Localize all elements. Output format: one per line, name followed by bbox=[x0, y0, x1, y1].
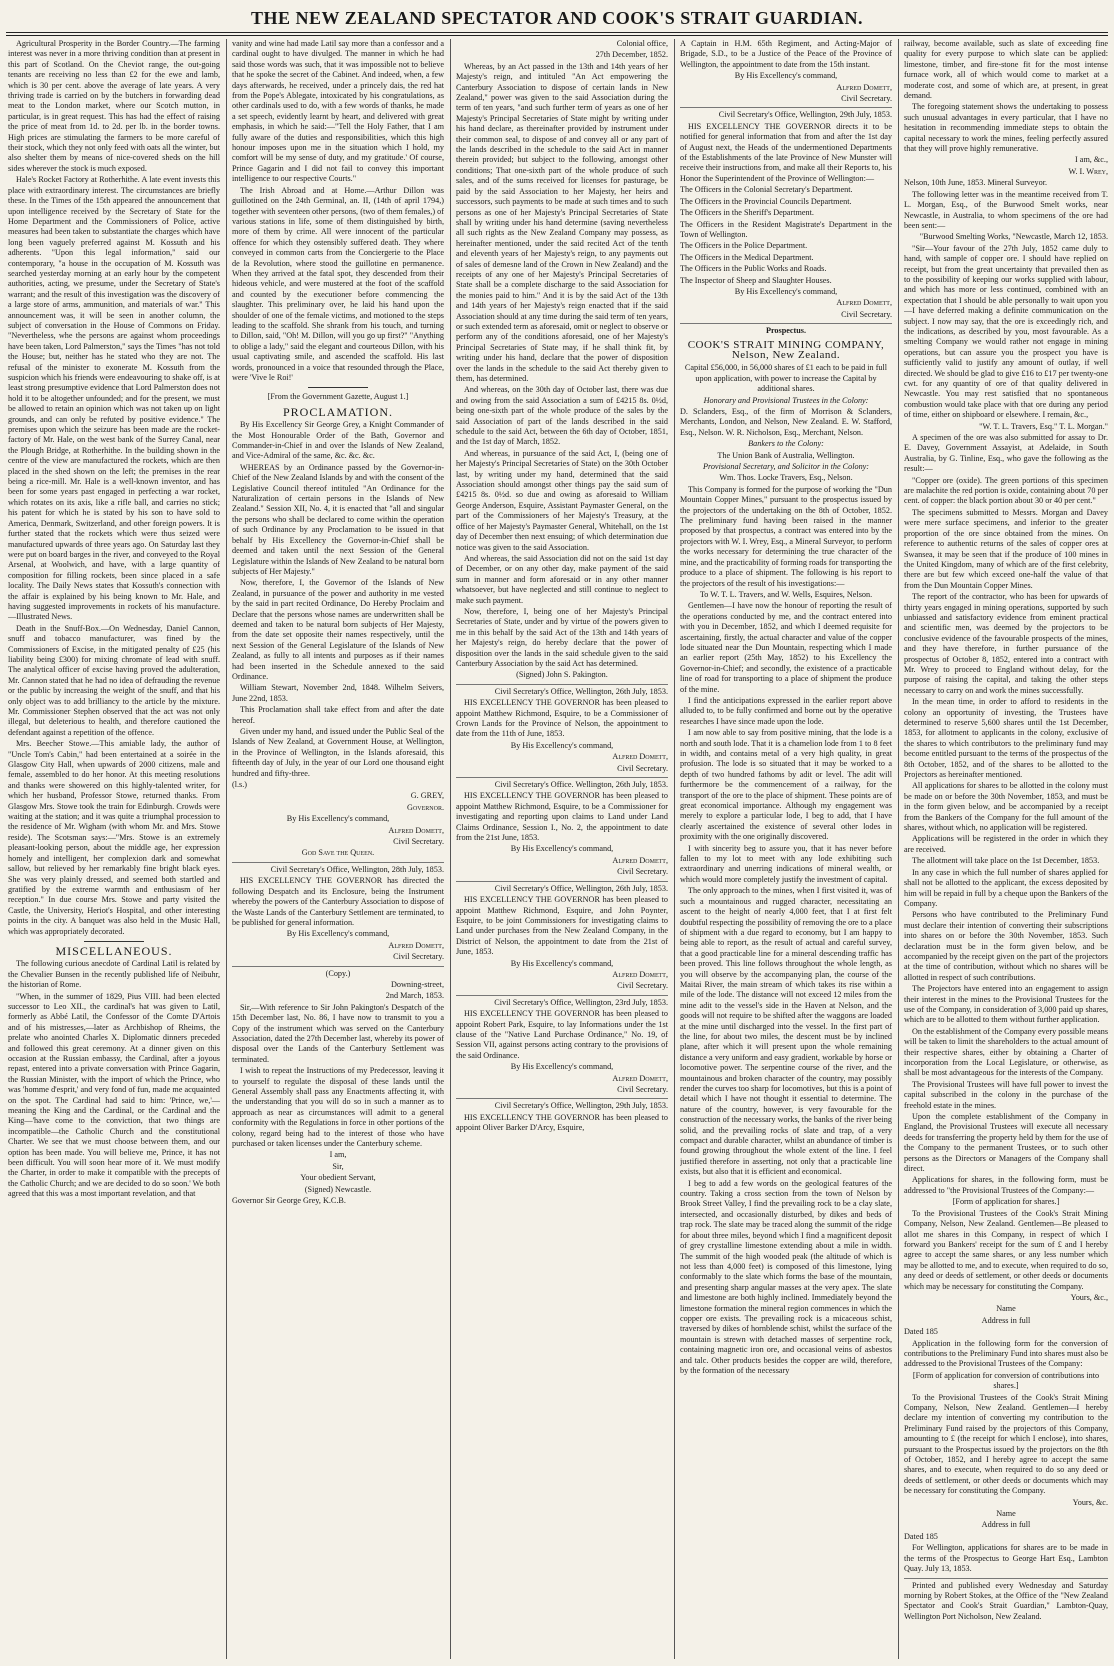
notice-body: HIS EXCELLENCY THE GOVERNOR has directed the following Despatch and its Enclosure, being the Instrument whereby the powers of the Canterbury Association to dispose of the Waste Lands of the Canterbury Settlement are terminated, to be published for general information. bbox=[232, 876, 444, 927]
department-item: The Officers in the Police Department. bbox=[680, 241, 808, 251]
morgan-intro: The following letter was in the meantime received from T. L. Morgan, Esq., of the Burwood Smelt works, near Newcastle, in Australia, to whom specimens of the ore had been sent:— bbox=[904, 189, 1108, 230]
form-dated: Dated 185 bbox=[904, 1531, 938, 1541]
despatch-copy bbox=[232, 966, 444, 1207]
department-item: The Officers in the Colonial Secretary's Department. bbox=[680, 185, 853, 195]
secretary: Wm. Thos. Locke Travers, Esq., Nelson. bbox=[719, 473, 853, 483]
department-item: The Officers in the Sheriff's Department. bbox=[680, 208, 814, 218]
bankers: The Union Bank of Australia, Wellington. bbox=[717, 450, 855, 460]
department-item: The Officers in the Resident Magistrate's Department in the Town of Wellington. bbox=[680, 219, 892, 239]
article-agricultural-prosperity: Agricultural Prosperity in the Border Country.—The farming interest was never in a more thriving condition than at present in this part of Scotland. On the Cheviot range, the out-going tenants are receiving no less than £2 for the ewe and lamb, which is 30 per cent. above the average of late years. A very thriving trade is carried on by the butchers in forwarding dead meat to the London market, where our Scotch mutton, in particular, is in great request. This has had the effect of raising the price of meat from 1d. to 2d. per lb. in the border towns. High prices are stimulating the farmers to be more careful of their stock, which they not only feed with oats all the winter, but also shelter them by means of nice-covered sheds on the hill sides wherever the stock is much exposed. bbox=[8, 39, 220, 173]
notice-office: Civil Secretary's Office. Wellington, 26th July, 1853. bbox=[494, 780, 668, 790]
civil-secretary-title: Civil Secretary. bbox=[617, 867, 668, 877]
gazette-source: [From the Government Gazette, August 1.] bbox=[267, 392, 409, 402]
notice-darcy bbox=[456, 1098, 668, 1133]
article-cardinal-latil-continued: vanity and wine had made Latil say more than a confessor and a cardinal ought to have divulged. The manner in which he had said those words was such, that it was impossible not to believe that he spoke the secret of the Cabinet. And indeed, when, a few days afterwards, he received, under a princely dais, the red hat from the Pope's Ablegate, intoxicated by his congratulations, as other cardinals used to do, with a few words of thanks, he made a set speech, evidently learnt by heart, and delivered with great emphasis, in which he said:—"Tell the Holy Father, that I am fully aware of the duties and responsibilities, which this high honour imposes upon me in the situation which I hold, my comfort will be my sense of duty, and my gratitude.' Of course, Prince Gagarin and I did not fail to convey this important intelligence to our respective Courts." bbox=[232, 39, 444, 184]
company-name: COOK'S STRAIT MINING COMPANY, Nelson, New Zealand. bbox=[687, 338, 885, 361]
morgan-signature: "W. T. L. Travers, Esq." T. L. Morgan." bbox=[979, 421, 1108, 431]
prospectus-para: Applications will be registered in the order in which they are received. bbox=[904, 834, 1108, 854]
despatch-body-1: Sir,—With reference to Sir John Pakington's Despatch of the 15th December last, No. 86, I have now to transmit to you a Copy of the instrument which was served on the Canterbury Association, dated the 27th December last, whereby its power of disposal over the Lands of the Canterbury Settlement was terminated. bbox=[232, 1002, 444, 1064]
proclamation-whereas: WHEREAS by an Ordinance passed by the Governor-in-Chief of the New Zealand Islands by and with the consent of the Legislative Council thereof intituled "An Ordinance for the Naturalization of certain persons in the Islands of New Zealand." Session XII, No. 4, it is enacted that "all and singular the persons who shall be declared to come within the operation of such Ordinance by any Proclamation to be issued in that behalf by His Excellency the Governor-in-Chief shall be deemed and taken until the next Session of the General Legislature within the Islands of New Zealand to be natural born subjects of Her Majesty." bbox=[232, 462, 444, 576]
column-divider bbox=[674, 39, 675, 1659]
notice-office: Civil Secretary's Office, Wellington, 28th July, 1853. bbox=[270, 864, 444, 874]
separator bbox=[84, 941, 144, 942]
department-item: The Inspector of Sheep and Slaughter Houses. bbox=[680, 275, 832, 285]
department-item: The Officers in the Provincial Councils Department. bbox=[680, 196, 852, 206]
notice-body: HIS EXCELLENCY THE GOVERNOR has been pleased to appoint Matthew Richmond, Esquire, to be a Commissioner for investigating and reporting upon claims to Land under Land Claims Ordinance, Session I., No. 2, the appointment to date from the 21st June, 1853. bbox=[456, 791, 668, 843]
civil-secretary-name: Alfred Domett, bbox=[388, 825, 444, 835]
notice-body: HIS EXCELLENCY THE GOVERNOR has been pleased to appoint Matthew Richmond, Esquire, to be a Commissioner of Crown Lands for the Province of Nelson, the appointment to date from the 11th of June, 1853. bbox=[456, 698, 668, 739]
god-save-the-queen: God Save the Queen. bbox=[301, 848, 375, 858]
command-line: By His Excellency's command, bbox=[734, 71, 838, 81]
miscellaneous-heading: MISCELLANEOUS. bbox=[55, 943, 173, 958]
notice-office: Civil Secretary's Office, Wellington, 26th July, 1853. bbox=[494, 686, 668, 696]
form-address: Address in full bbox=[981, 1520, 1031, 1530]
notice-office: Civil Secretary's Office, Wellington, 26th July, 1853. bbox=[494, 883, 668, 893]
form-name: Name bbox=[996, 1304, 1016, 1314]
column-divider bbox=[898, 39, 899, 1659]
command-line: By His Excellency's command, bbox=[510, 844, 614, 854]
prospectus-para: The report of the contractor, who has been for upwards of thirty years engaged in mining operations, supported by such unbiassed and satisfactory evidence from eminent practical and scientific men, was deemed by the projectors to be conclusive evidence of the favourable prospects of the mines, and they have therefore, in further pursuance of the prospectus of October 8, 1852, entered into a contract with Mr. Wrey to proceed to England without delay, for the purpose of raising the capital, and taking the other steps necessary to carry on and work the mines successfully. bbox=[904, 592, 1108, 695]
prospectus-para: The specimens submitted to Messrs. Morgan and Davey were mere surface specimens, and inferior to the greater proportion of the ore since obtained from the mines. On reference to authentic returns of the sales of copper ores at Swansea, it may be seen that if the produce of 100 mines in the United Kingdom, many of which are of the first celebrity, there are but few which exceed one-half the value of that from the Dun Mountain Copper Mines. bbox=[904, 507, 1108, 590]
form-heading: [Form of application for shares.] bbox=[952, 1197, 1060, 1207]
report-para-1: Gentlemen—I have now the honour of reporting the result of the operations conducted by me, and the contract entered into with you in December, 1852, and which I deemed requisite for ascertaining, firstly, the actual character and value of the copper lode situated near the Dun Mountain, respecting which I made an earlier report (25th May, 1852) to his Excellency the Governor-in-Chief; and secondly, the existence of a practicable line of road for transporting to a place of shipment the produce of the mine. bbox=[680, 601, 892, 694]
civil-secretary-title: Civil Secretary. bbox=[617, 1085, 668, 1094]
form-dated: Dated 185 bbox=[904, 1327, 938, 1337]
prospectus-para: Upon the complete establishment of the Company in England, the Provisional Trustees will execute all necessary deeds for transferring the property held by them for the use of the Company to the permanent Trustees, or to such other persons as the Directors or Managers of the Company shall direct. bbox=[904, 1112, 1108, 1174]
report-para-4: I with sincerity beg to assure you, that it has never before fallen to my lot to meet with any lode exhibiting such extraordinary and unerring indications of mineral wealth, or which would more completely justify the investment of capital. bbox=[680, 843, 892, 884]
article-irish-abroad: The Irish Abroad and at Home.—Arthur Dillon was guillotined on the 24th Germinal, an. II, (14th of april 1794,) together with seventeen other persons, (two of them females,) of various stations in life, some of them distinguished by birth, more of them by crime. All were innocent of the particular offence for which they ostensibly suffered death. They where conveyed in common carts from the Conciergerie to the Place de la Revolution, where stood the guillotine en permanence. When they arrived at the fatal spot, they descended from their hideous vehicle, and were mustered at the foot of the scaffold and counted by the executioner before commencing the slaughter. This preliminary over, he laid his hand upon the shoulder of one of the female victims, and motioned to the steps leading to the scaffold. She shrank from his touch, and turning to Dillon, said, "Oh! M. Dillon, will you go up first?" "Anything to oblige a lady," said the elegant and courteous Dillon, with his usual captivating smile, and ascended the scaffold. His last words, pronounced in a voice that resounded through the Place, were 'Vive le Roi!' bbox=[232, 185, 444, 382]
despatch-close: Your obedient Servant, bbox=[300, 1173, 376, 1183]
command-line: By His Excellency's command, bbox=[286, 929, 390, 939]
public-seal: (l.s.) bbox=[232, 780, 248, 790]
governor-title: Governor. bbox=[407, 802, 444, 812]
column-4 bbox=[680, 39, 892, 1659]
copy-label: (Copy.) bbox=[325, 968, 351, 978]
report-para-6: I beg to add a few words on the geological features of the country. Taking a cross section from the town of Nelson by Brook Street Valley, I find the prevailing rock to be a clay slate, intersected, and occasionally disturbed, by dikes and beds of trap rock. The slate may be traced along the summit of the ridge for about three miles, beyond which I find a magnificent deposit of grey crystalline limestone extending about a mile in width. The summit of the high wooded peak (the altitude of which is not less than 4,000 feet) is composed of this limestone, lying conformably to the slate which forms the base of the mountain, and presenting sharp angular masses at the very apex. The slate and limestone are both highly inclined. Immediately beyond the limestone formation the mineral region commences in which the copper ore exists. The prevailing rock is a micaceous schist, traversed by dikes of hornblende schist, whilst the surface of the mountain is strewn with detached masses of serpentine rock, containing magnetic iron ore, and occasional veins of asbestos and talc. Other products besides the copper are wild, therefore, by the formation of the necessary bbox=[680, 1178, 892, 1375]
column-3 bbox=[456, 39, 668, 1659]
civil-secretary-name: Alfred Domett, bbox=[612, 855, 668, 865]
notice-richmond-crown-lands bbox=[456, 684, 668, 774]
command-line: By His Excellency's command, bbox=[510, 958, 614, 968]
separator bbox=[308, 387, 368, 388]
morgan-letter-head: "Burwood Smelting Works, "Newcastle, March 12, 1853. bbox=[919, 232, 1108, 242]
instrument-para-2: And whereas, on the 30th day of October last, there was due and owing from the said Association a sum of £4215 8s. 0½d, being one-sixth part of the whole produce of the sales by the said Association of part of the lands described in the said schedule to the said Act, between the 6th day of October, 1851, and the 1st day of March, 1852. bbox=[456, 385, 668, 447]
notice-office: Civil Secretary's Office, Wellington, 29th July, 1853. bbox=[718, 110, 892, 120]
civil-secretary-title: Civil Secretary. bbox=[617, 763, 668, 773]
report-para-2: I find the anticipations expressed in the earlier report above alluded to, to be fully confirmed and borne out by the operative researches I have since made upon the lode. bbox=[680, 695, 892, 726]
morgan-letter: "Sir—Your favour of the 27th July, 1852 came duly to hand, with sample of copper ore. I should have replied on receipt, but from the great uncertainty that prevailed then as to the possibility of keeping our works supplied with labour, and which has more or less continued, combined with an expectation that I should be able personally to wait upon you—I have deferred making a definite communication on the subject. I now may say, that the ore is exceedingly rich, and the indications, as described by you, most favourable. As a smelting Company we would rather not engage in mining operations, but can assure you the prospect you have is sufficiently valid to justify any amount of outlay, if well directed. We should be glad to give £16 to £17 per twenty-one cwt. for any quantity of ore of that quality delivered in Newcastle. You may rest satisfied that no spontaneous combustion would take place with that ore during any period of time, either on shipboard or elsewhere. I remain, &c., bbox=[904, 243, 1108, 420]
imprint bbox=[904, 1578, 1108, 1623]
civil-secretary-name: Alfred Domett, bbox=[612, 1073, 668, 1083]
prospectus-para: The allotment will take place on the 1st December, 1853. bbox=[912, 856, 1100, 866]
civil-secretary-title: Civil Secretary. bbox=[393, 952, 444, 962]
despatch-close: I am, bbox=[329, 1150, 347, 1160]
notice-departments bbox=[680, 107, 892, 320]
form-yours: Yours, &c. bbox=[1072, 1497, 1108, 1507]
notice-body: HIS EXCELLENCY THE GOVERNOR has been pleased to appoint Robert Park, Esquire, to lay Informations under the 1st clause of the "Native Land Purchase Ordinance," No. 19, of Session VII, against persons acting contrary to the provisions of the said Ordinance. bbox=[456, 1009, 668, 1060]
prospectus-para: The Projectors have entered into an engagement to assign their interest in the mines to the Provisional Trustees for the use of the Company, in consideration of 3,000 paid up shares, which are to be allotted to them without further application. bbox=[904, 984, 1108, 1025]
notice-joint-commissioners bbox=[456, 881, 668, 992]
despatch-body-2: I wish to repeat the Instructions of my Predecessor, leaving it to yourself to regulate the disposal of these lands until the General Assembly shall pass any Enactments affecting it, with the understanding that you will do so in such a manner as to approach as near as circumstances will admit to a general conformity with the Regulations in force in other portions of the colony, regard being had to the interest of those who have purchased or taken licenses under the Canterbury scheme. bbox=[232, 1066, 444, 1149]
imprint-text: Printed and published every Wednesday and Saturday morning by Robert Stokes, at the Office of the "New Zealand Spectator and Cook's Strait Guardian," Lambton-Quay, Wellington Port Nicholson, New Zealand. bbox=[904, 1580, 1108, 1621]
department-item: The Officers in the Public Works and Roads. bbox=[680, 264, 827, 274]
despatch-addressee: Governor Sir George Grey, K.C.B. bbox=[232, 1196, 346, 1206]
article-hales-rocket-factory: Hale's Rocket Factory at Rotherhithe. A late event invests this place with extraordinary interest. The circumstances are briefly these. In the Times of the 15th appeared the announcement that upon intelligence received by the Secretary of State for the Home Department and the Commissioners of Police, active measures had been taken to substantiate the charges which have long been vaguely preferred against M. Kossuth and his adherents. "Upon this legal information," said our contemporary, "a house in the occupation of M. Kossuth was searched yesterday morning at an early hour by the competent authorities, acting, we presume, under the Secretary of State's warrant; and the result of this investigation was the discovery of a large store of arms, ammunition, and materials of war." This announcement was, it will be seen in another column, the subject of conversation in the House of Commons on Friday. "Nevertheless, whe the persons are against whom proceedings have been taken, Lord Palmerston," says the Times "has not told the House; but, neither has he stated who they are not. The refusal of the minister to exonerate M. Kossuth from the suspicion which his friends were endeavouring to shake off, is at least strong presumptive evidence that Lord Palmerston does not hold it to be altogether unfounded; and for the present, we must be allowed to retain an opinion which was not taken up on light grounds, and can only be refuted by positive evidence." The premises upon which the seizure has been made are the rocket-factory of Mr. Hale, on the west bank of the Surrey Canal, near the Plough Bridge, at Rotherhithe. In the building shown in the centre of the view are manufactured the rockets, which are then placed in the shed shown on the left; the premises in the rear being a rice-mill. Mr. Hale is a well-known inventor, and has been for some years past engaged in perfecting a war rocket, which rotates on its axis, like a rifle ball, and carries no stick; his patent for which he is stated by his son to have sold to America, Denmark, Switzerland, and other foreign powers. It is further stated that the rockets which were thus seized were manufactured upwards of three years ago. On Saturday last they were put on board barges in the river, and conveyed to the Royal Arsenal, at Woolwich, and have, with a large quantity of composition for filling rockets, been since placed in a safe locality. The Daily News states that Kossuth's connection with the affair is explained by his being known to Mr. Hale, and having suggested improvements in rockets of his manufacture.—Illustrated News. bbox=[8, 175, 220, 622]
proclamation-intro: By His Excellency Sir George Grey, a Knight Commander of the Most Honourable Order of the Bath, Governor and Commander-in-Chief in and over the Islands of New Zealand, and Vice-Admiral of the same, &c. &c. &c. bbox=[232, 420, 444, 461]
civil-secretary-name: Alfred Domett, bbox=[836, 82, 892, 92]
masthead-title: THE NEW ZEALAND SPECTATOR AND COOK'S STRAIT GUARDIAN. bbox=[251, 8, 863, 28]
instrument-para-5: Now, therefore, I, being one of her Majesty's Principal Secretaries of State, under and by virtue of the powers given to me in this behalf by the said Act of the 13th and 14th years of her Majesty's reign, do hereby declare that the power of disposition over the lands in the said schedule given to the said Canterbury Association by the said Act has determined. bbox=[456, 606, 668, 668]
proclamation-effect: This Proclamation shall take effect from and after the date hereof. bbox=[232, 705, 444, 725]
civil-secretary-name: Alfred Domett, bbox=[388, 940, 444, 950]
colonial-office-date: 27th December, 1852. bbox=[595, 50, 668, 60]
notice-richmond-land-claims bbox=[456, 777, 668, 878]
prospectus-para: In the mean time, in order to afford to residents in the colony an opportunity of investing, the Trustees have determined to reserve 5,600 shares until the 1st December, 1853, for allotment to applicants in the colony, exclusive of the shares to which contributors to the preliminary fund may become entitled pursuant to the terms of the prospectus of the 8th October, 1852, and of the shares to be allotted to the Projectors as hereinafter mentioned. bbox=[904, 697, 1108, 780]
prospectus-para: Persons who have contributed to the Preliminary Fund must declare their intention of converting their subscriptions into shares on or before the 30th November, 1853. Such declaration must be in the form given below, and be accompanied by the receipt given on the part of the projectors at the time of contribution, without which no shares will be allotted in respect of such contributions. bbox=[904, 910, 1108, 982]
assay-result: "Copper ore (oxide). The green portions of this specimen are malachite the red portion is oxide, containing about 70 per cent. of copper: the black portion about 30 or 40 per cent." bbox=[904, 475, 1108, 506]
bankers-heading: Bankers to the Colony: bbox=[748, 439, 824, 449]
masthead-rule bbox=[6, 32, 1108, 33]
command-line: By His Excellency's command, bbox=[734, 286, 838, 296]
prospectus-para: The Provisional Trustees will have full power to invest the capital subscribed in the colony in the purchase of the freehold estate in the mines. bbox=[904, 1079, 1108, 1110]
column-2 bbox=[232, 39, 444, 1659]
form-heading: [Form of application for conversion of contributions into shares.] bbox=[912, 1370, 1100, 1391]
form-application: To the Provisional Trustees of the Cook's Strait Mining Company, Nelson, New Zealand. Gentlemen—Be pleased to allot me shares in this Company, in respect of which I forward you Bankers' receipt for the sum of £ and I hereby agree to accept the same shares, or any less number which may be allotted to me, and to execute, when required to do so, any deed or deeds of settlement, or other deeds or documents which may be necessary for constituting the Company. bbox=[904, 1208, 1108, 1291]
despatch-date: 2nd March, 1853. bbox=[385, 991, 444, 1001]
report-sign-date: Nelson, 10th June, 1853. Mineral Surveyor. bbox=[904, 178, 1048, 188]
column-5 bbox=[904, 39, 1108, 1659]
form-name: Name bbox=[996, 1509, 1016, 1519]
proclamation-now-therefore: Now, therefore, I, the Governor of the Islands of New Zealand, in pursuance of the power and authority in me vested by the said in part recited Ordinance, Do Hereby Proclaim and Declare that the persons whose names are underwritten shall be deemed and taken to be natural born subjects of Her Majesty, from the date set opposite their names respectively, until the next Session of the General Legislature of the Islands of New Zealand, as fully to all intents and purposes as if their names had been inserted in the Schedule annexed to the said Ordinance. bbox=[232, 578, 444, 681]
masthead-rule-double bbox=[6, 35, 1108, 36]
proclamation-heading: PROCLAMATION. bbox=[282, 404, 393, 419]
form-conversion: To the Provisional Trustees of the Cook's Strait Mining Company, Nelson, New Zealand. Gentlemen—I hereby declare my intention of converting my contribution to the Preliminary Fund raised by the projectors of this Company, amounting to £ (the receipt for which I enclose), into shares, pursuant to the Prospectus issued by the projectors on the 8th of October, 1852, and I hereby agree to accept the same shares, and to execute, when required to do so any deed or deeds of settlement, or other deeds or documents which may be necessary for constituting the Company. bbox=[904, 1392, 1108, 1496]
command-line: By His Excellency's command, bbox=[510, 1062, 614, 1072]
command-line: By His Excellency's command, bbox=[286, 814, 390, 824]
notice-office: Civil Secretary's Office, Wellington, 29th July, 1853. bbox=[494, 1101, 668, 1111]
instrument-whereas: Whereas, by an Act passed in the 13th and 14th years of her Majesty's reign, and intituled "An Act empowering the Canterbury Association to dispose of certain lands in New Zealand," power was given to the said Association during the term of ten years, "and such further term of years as one of her Majesty's Principal Secretaries of State might by writing under his hand declare, as thereinafter provided by instrument under their common seal, to dispose of and convey all or any part of the lands described in the schedule to the said Act in manner therein provided; but subject to the following, amongst other conditions; That one-sixth part of the whole produce of such sales, and of the sums received for licenses for pasturage, be paid by the said Association to her Majesty, her heirs and successors, such payments to be made at such times and to such persons as one of her Majesty's Principal Secretaries of State shall by writing under his hand determine (saving nevertheless all such rights as the New Zealand Company may possess, as hereinafter mentioned, under the said recited Act of the tenth and eleventh years of her Majesty's reign, to any payments out of sales of demesne land of the Crown in New Zealand) and the receipts of any one of her Majesty's Principal Secretaries of State shall be a complete discharge to the said Association for the monies paid to him." And it is by the said Act of the 13th and 14th years of her Majesty's reign enacted that if the said Association should at any time during the said term of ten years, or such extended term as aforesaid, omit or neglect to observe or perform any of the conditions aforesaid, one of her Majesty's Principal Secretaries of State may, if he shall think fit, by writing under his hand, declare that the power of disposition over the lands in the schedule to the said Act thereby given to them, has determined. bbox=[456, 61, 668, 383]
trustees-list: D. Sclanders, Esq., of the firm of Morrison & Sclanders, Merchants, London, and Nelson, New Zealand. E. W. Stafford, Esq., Nelson. W. R. Nicholson, Esq., Merchant, Nelson. bbox=[680, 407, 892, 437]
civil-secretary-title: Civil Secretary. bbox=[841, 94, 892, 104]
civil-secretary-name: Alfred Domett, bbox=[612, 752, 668, 762]
prospectus-para: All applications for shares to be allotted in the colony must be made on or before the 30th November, 1853, and must be in the form given below, and be accompanied by a receipt from the Bankers of the Company for the full amount of the shares, without which, no application will be registered. bbox=[904, 781, 1108, 833]
form-yours: Yours, &c., bbox=[1070, 1292, 1108, 1302]
civil-secretary-title: Civil Secretary. bbox=[393, 837, 444, 847]
notice-body: HIS EXCELLENCY THE GOVERNOR has been pleased to appoint Oliver Barker D'Arcy, Esquire, bbox=[456, 1112, 668, 1133]
notice-darcy-continued: A Captain in H.M. 65th Regiment, and Acting-Major of Brigade, S.D., to be a Justice of the Peace of the Province of Wellington, the appointment to date from the 15th instant. bbox=[680, 39, 892, 69]
report-signer: W. I. Wrey, bbox=[1068, 166, 1108, 176]
report-conclusion: The foregoing statement shows the undertaking to possess such unusual advantages in every particular, that I have no hesitation in recommending immediate steps to obtain the capital necessary to work the mines, feeling perfectly assured that they will prove highly remunerative. bbox=[904, 102, 1108, 154]
instrument-para-3: And whereas, in pursuance of the said Act, I, (being one of her Majesty's Principal Secretaries of State) on the 30th October last, by writing under my hand, determined that the said Association should amongst other things pay the said sum of £4215 8s. 0½d. so due and owing as aforesaid to William George Anderson, Esquire, Assistant Paymaster General, on the part of the Commissioners of her Majesty's Treasury, at the office of her Majesty's Paymaster General, Whitehall, on the 1st day of December then next ensuing; of which determination due notice was given to the said Association. bbox=[456, 448, 668, 552]
command-line: By His Excellency's command, bbox=[510, 740, 614, 750]
governor-signature: G. GREY, bbox=[410, 791, 444, 801]
notice-body: HIS EXCELLENCY THE GOVERNOR has been pleased to appoint Matthew Richmond, Esquire, and John Poynter, Esquire, to be joint Commissioners for investigating claims to Land under purchases from the New Zealand Company, in the District of Nelson, the appointment to date from the 21st of June, 1853. bbox=[456, 895, 668, 957]
secretary-heading: Provisional Secretary, and Solicitor in the Colony: bbox=[702, 462, 870, 472]
trustees-heading: Honorary and Provisional Trustees in the Colony: bbox=[703, 395, 869, 405]
column-1 bbox=[8, 39, 220, 1659]
notice-body: HIS EXCELLENCY THE GOVERNOR directs it to be notified for general information that from and after the 1st day of August next, the Heads of the undermentioned Departments of the Establishments of the late Province of New Munster will receive their instructions from, and make all their Reports to, his Honor the Superintendent of the Province of Wellington:— bbox=[680, 121, 892, 183]
report-addressee: To W. T. L. Travers, and W. Wells, Esquires, Nelson. bbox=[699, 589, 873, 599]
despatch-signed: (Signed) Newcastle. bbox=[304, 1184, 372, 1194]
civil-secretary-name: Alfred Domett, bbox=[612, 969, 668, 979]
proclamation-names: William Stewart, November 2nd, 1848. Wilhelm Seivers, June 22nd, 1853. bbox=[232, 683, 444, 703]
capital-statement: Capital £56,000, in 56,000 shares of £1 each to be paid in full upon application, with power to increase the Capital by additional shares. bbox=[684, 363, 888, 394]
notice-robert-park bbox=[456, 995, 668, 1096]
colonial-office: Colonial office, bbox=[616, 39, 668, 48]
prospectus bbox=[680, 323, 892, 1376]
prospectus-para: On the establishment of the Company every possible means will be taken to limit the shareholders to the actual amount of their respective shares, either by obtaining a Charter of incorporation from the Local Legislature, or otherwise, as shall be most advantageous for the interests of the Company. bbox=[904, 1026, 1108, 1078]
article-mrs-beecher-stowe: Mrs. Beecher Stowe.—This amiable lady, the author of "Uncle Tom's Cabin," had been entertained at a soirée in the Glasgow City Hall, when upwards of 2000 citizens, male and female, assembled to do her honor. At this meeting resolutions and thanks were showered on this highly-talented writer, for which her husband, Professor Stowe, returned thanks. From Glasgow Mrs. Stowe took the train for Edinburgh. Crowds were waiting at the station; and it was quite a triumphal procession to the residence of Mr. Wigham (with whom Mr. and Mrs. Stowe reside). The Scotsman says:—"Mrs. Stowe is an extremely pleasant-looking person, about the middle age, her expression homely and intelligent, her complexion dark and somewhat sallow, but relieved by her remarkably fine bright black eyes. She was very plainly dressed, and seemed both startled and gratified by the extreme warmth and enthusiasm of her reception." In due course Mrs. Stowe and party visited the Castle, the University, Heriot's Hospital, and other interesting points in the city. A banquet was also held in the Music Hall, which was appropriately decorated. bbox=[8, 739, 220, 936]
prospectus-para: Application in the following form for the conversion of contributions to the Preliminary Fund into shares must also be addressed to the Provisional Trustees of the Company: bbox=[904, 1338, 1108, 1369]
form-address: Address in full bbox=[981, 1315, 1031, 1325]
instrument-para-4: And whereas, the said Association did not on the said 1st day of December, or on any other day, make payment of the said sum in manner and form aforesaid or in any other manner whatsoever, but have neglected and still continue to neglect to make such payment. bbox=[456, 553, 668, 605]
report-continued: railway, become available, such as slate of exceeding fine quality for every purpose to which slate can be applied: limestone, timber, and fire-stone fit for the most intense furnace work, all of which would come to market at a moderate cost, and some of which are, at present, in great demand. bbox=[904, 39, 1108, 101]
instrument-signed: (Signed) John S. Pakington. bbox=[516, 670, 608, 680]
department-item: The Officers in the Medical Department. bbox=[680, 252, 814, 262]
civil-secretary-title: Civil Secretary. bbox=[841, 309, 892, 319]
despatch-close: Sir, bbox=[332, 1161, 344, 1171]
article-death-in-snuff-box: Death in the Snuff-Box.—On Wednesday, Daniel Cannon, snuff and tobacco manufacturer, was fined by the Commissioners of Excise, in the mitigated penalty of £25 (his liability being £300) for mixing chromate of lead with snuff. The analytical officer of excise having proved the adulteration, Mr. Cannon stated that he had no idea of defrauding the revenue or the public by increasing the weight of the snuff, and that his only object was to add brilliancy to the article by the mixture. Mr. Commissioner Stephen observed that the act was not only illegal, but deleterious to health, and therefore cautioned the defendant against a repetition of the offence. bbox=[8, 623, 220, 737]
prospectus-para: In any case in which the full number of shares applied for shall not be allotted to the applicant, the excess deposited by him will be repaid in full by a cheque upon the Bankers of the Company. bbox=[904, 867, 1108, 908]
prospectus-para: Applications for shares, in the following form, must be addressed to "the Provisional Trustees of the Company:— bbox=[904, 1175, 1108, 1195]
prospectus-label: Prospectus. bbox=[765, 326, 807, 336]
wellington-applications: For Wellington, applications for shares are to be made in the terms of the Prospectus to George Hart Esq., Lambton Quay. July 13, 1853. bbox=[904, 1543, 1108, 1574]
civil-secretary-name: Alfred Domett, bbox=[836, 298, 892, 308]
proclamation-given: Given under my hand, and issued under the Public Seal of the Islands of New Zealand, at Government House, at Wellington, in the Province of Wellington, in the Islands aforesaid, this fifteenth day of July, in the year of our Lord one thousand eight hundred and fifty-three. bbox=[232, 727, 444, 778]
prospectus-body: This Company is formed for the purpose of working the "Dun Mountain Copper Mines," pursuant to the prospectus issued by the projectors of the undertaking on the 8th of October, 1852. The preliminary fund having been raised in the manner proposed by that prospectus, a contract was entered into by the projectors with W. I. Wrey, Esq., a Mineral Surveyor, to perform the works necessary for determining the true character of the mine, and the practicability of forming roads for transporting the produce to a place of shipment. The following is his report to the projectors of the result of his investigations:— bbox=[680, 484, 892, 588]
article-cardinal-latil-intro: The following curious anecdote of Cardinal Latil is related by the Chevalier Bunsen in the recently published life of Neibuhr, the historian of Rome. bbox=[8, 959, 220, 990]
notice-office: Civil Secretary's Office, Wellington, 23rd July, 1853. bbox=[494, 997, 668, 1007]
article-cardinal-latil-body: "When, in the summer of 1829, Pius VIII. had been elected successor to Leo XII., the cardinal's hat was given to Latil, formerly as Abbé Latil, the Confessor of the Comte D'Artois and of his mistresses,—later as Archbishop of Rheims, the prelate who anointed Charles X. Diplomatic dinners preceded and followed this great ceremony. At a dinner given on this occasion at the Russian embassy, the Cardinal, after a joyous repast, entered into a private conversation with Prince Gagarin, the Russian Minister, with the import of which the Prince, who was 'homme d'esprit,' and very fond of fun, made me acquainted on the spot. The Cardinal had said to him: 'Prince, we,'—meaning the King and the Cardinal, or the Cardinal and the King—'have come to the conviction, that two things are incompatible—the Catholic Church and the constitutional Charter. We see that we must choose between them, and our option has been made. You will believe me, Prince, it has not been difficult. You will soon hear more of it. We must modify the Charter, in order to make it compatible with the precepts of the Catholic Church; and we are decided to do so soon.' We both agreed that this was a most important revelation, and that bbox=[8, 991, 220, 1199]
civil-secretary-title: Civil Secretary. bbox=[617, 981, 668, 991]
report-para-3: I am now able to say from positive mining, that the lode is a north and south lode. That it is a chamelion lode from 1 to 8 feet in width, and contains metal of a very high quality, in great profusion. The lode is so situated that it may be worked to a depth of two hundred fathoms by adit or level. The adit will furthermore be the commencement of a railway, for the transport of the ore to the place of shipment. These points are of great economical importance. Although my engagement was merely to explore a particular lode, I beg to add, that I have clearly ascertained the existence of several other lodes in proximity with the one originally discovered. bbox=[680, 728, 892, 842]
assay-intro: A specimen of the ore was also submitted for assay to Dr. E. Davey, Government Assayist, at Adelaide, in South Australia, by G. Tinline, Esq., who gave the following as the result:— bbox=[904, 433, 1108, 474]
column-divider bbox=[450, 39, 451, 1659]
report-para-5: The only approach to the mines, when I first visited it, was of such a mountainous and rugged character, necessitating an ascent to the height of nearly 4,000 feet, that I at first felt doubtful respecting the possibility of removing the ore to a place of shipment with a due regard to economy, but I am happy to being able to report, as the result of actual and careful survey, that a good practicable line for a mineral descending traffic has been proved. This line follows throughout the whole length, as you will observe by the accompanying plan, the course of the Maitai River, the main stream of which takes its rise within a mile of the lode. The distance will not exceed 12 miles from the mine adit to the vessel's side in the Haven at Nelson, and the goods will not require to be shifted after the waggons are loaded at the mine until discharged into the vessel. In the first part of the line, for about two miles, the descent must be by inclined plane, after which it will present upon the whole remaining distance a very uniform and easy gradient, workable by horse or locomotive power. The serpentine course of the river, and the mountainous and broken character of the country, may possibly render the curves too sharp for locomotives, but this is a point of detail which I have not thought it essential to determine. The nature of the country, however, is very favourable for the construction of the necessary works, the banks of the river being solid, and the prevailing rocks of slate and trap, of a very compact and durable character, whilst an abundance of timber is found growing throughout the whole extent of the line. I feel justified therefore in asserting, not only that a practicable line exists, but also that it is efficient and economical. bbox=[680, 886, 892, 1177]
notice-canterbury bbox=[232, 862, 444, 963]
report-sign: I am, &c., bbox=[1075, 155, 1108, 165]
column-divider bbox=[226, 39, 227, 1659]
despatch-place: Downing-street, bbox=[391, 979, 444, 989]
